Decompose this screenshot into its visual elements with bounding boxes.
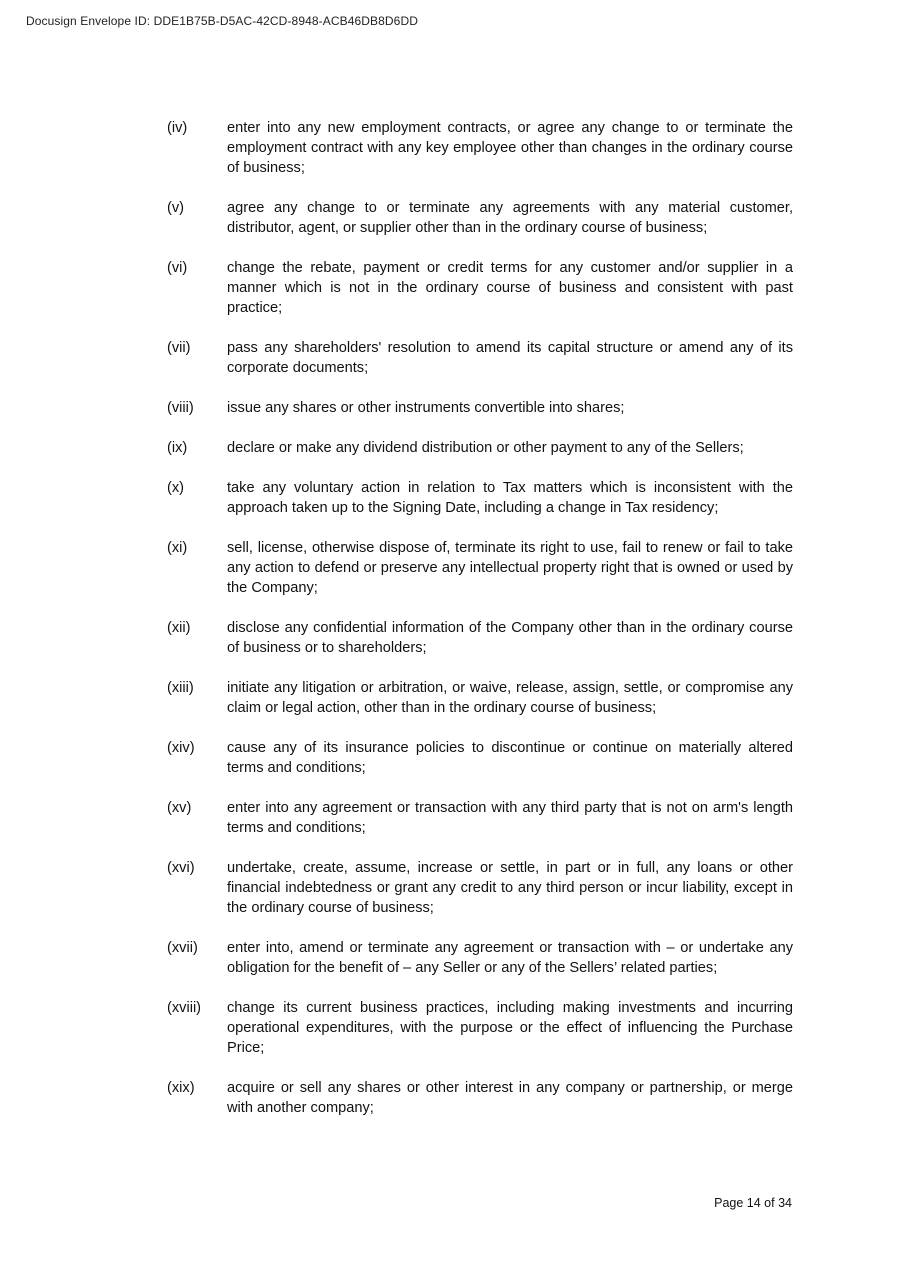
clause-text: issue any shares or other instruments convertible into shares;: [227, 400, 625, 416]
clause-text: undertake, create, assume, increase or settle, in part or in full, any loans or other financial indebtedness or grant any credit to any third person or incur liability, except in the ordinary course of business;: [227, 860, 793, 916]
clause-number: (vi): [167, 260, 188, 276]
clause-number: (v): [167, 200, 185, 216]
clause-text: pass any shareholders' resolution to amend its capital structure or amend any of its corporate documents;: [227, 340, 793, 376]
clause-item: [167, 258, 793, 318]
clause-number: (xi): [167, 540, 188, 556]
clause-number: (xvi): [167, 860, 195, 876]
clause-number: (vii): [167, 340, 191, 356]
clause-text: enter into, amend or terminate any agreement or transaction with – or undertake any obligation for the benefit of – any Seller or any of the Sellers’ related parties;: [227, 940, 793, 976]
clause-number: (xix): [167, 1080, 195, 1096]
clause-list: [167, 118, 793, 1138]
clause-item: [167, 198, 793, 238]
clause-text: initiate any litigation or arbitration, or waive, release, assign, settle, or compromise any claim or legal action, other than in the ordinary course of business;: [227, 680, 793, 716]
clause-number: (xiii): [167, 680, 194, 696]
clause-text: enter into any agreement or transaction with any third party that is not on arm's length terms and conditions;: [227, 800, 793, 836]
clause-text: cause any of its insurance policies to discontinue or continue on materially altered terms and conditions;: [227, 740, 793, 776]
clause-item: [167, 998, 793, 1058]
clause-item: [167, 398, 793, 418]
clause-text: take any voluntary action in relation to Tax matters which is inconsistent with the approach taken up to the Signing Date, including a change in Tax residency;: [227, 480, 793, 516]
clause-item: [167, 618, 793, 658]
clause-item: [167, 118, 793, 178]
clause-item: [167, 738, 793, 778]
clause-number: (viii): [167, 400, 194, 416]
clause-number: (xiv): [167, 740, 195, 756]
clause-text: declare or make any dividend distribution or other payment to any of the Sellers;: [227, 440, 744, 456]
clause-number: (xii): [167, 620, 191, 636]
clause-number: (iv): [167, 120, 188, 136]
clause-item: [167, 678, 793, 718]
clause-text: change the rebate, payment or credit terms for any customer and/or supplier in a manner which is not in the ordinary course of business and consistent with past practice;: [227, 260, 793, 316]
clause-text: change its current business practices, including making investments and incurring operational expenditures, with the purpose or the effect of influencing the Purchase Price;: [227, 1000, 793, 1056]
clause-item: [167, 798, 793, 838]
clause-text: enter into any new employment contracts, or agree any change to or terminate the employment contract with any key employee other than changes in the ordinary course of business;: [227, 120, 793, 176]
clause-number: (x): [167, 480, 185, 496]
clause-text: sell, license, otherwise dispose of, terminate its right to use, fail to renew or fail to take any action to defend or preserve any intellectual property right that is owned or used by the Company;: [227, 540, 793, 596]
clause-item: [167, 438, 793, 458]
clause-text: acquire or sell any shares or other interest in any company or partnership, or merge with another company;: [227, 1080, 793, 1116]
clause-number: (xviii): [167, 1000, 202, 1016]
clause-number: (ix): [167, 440, 188, 456]
clause-item: [167, 938, 793, 978]
clause-text: agree any change to or terminate any agreements with any material customer, distributor, agent, or supplier other than in the ordinary course of business;: [227, 200, 793, 236]
clause-number: (xvii): [167, 940, 198, 956]
clause-text: disclose any confidential information of the Company other than in the ordinary course of business or to shareholders;: [227, 620, 793, 656]
clause-item: [167, 338, 793, 378]
clause-number: (xv): [167, 800, 192, 816]
clause-item: [167, 478, 793, 518]
page-number: Page 14 of 34: [714, 1196, 792, 1210]
clause-item: [167, 858, 793, 918]
clause-item: [167, 1078, 793, 1118]
clause-item: [167, 538, 793, 598]
envelope-id: Docusign Envelope ID: DDE1B75B-D5AC-42CD-8948-ACB46DB8D6DD: [26, 14, 418, 28]
